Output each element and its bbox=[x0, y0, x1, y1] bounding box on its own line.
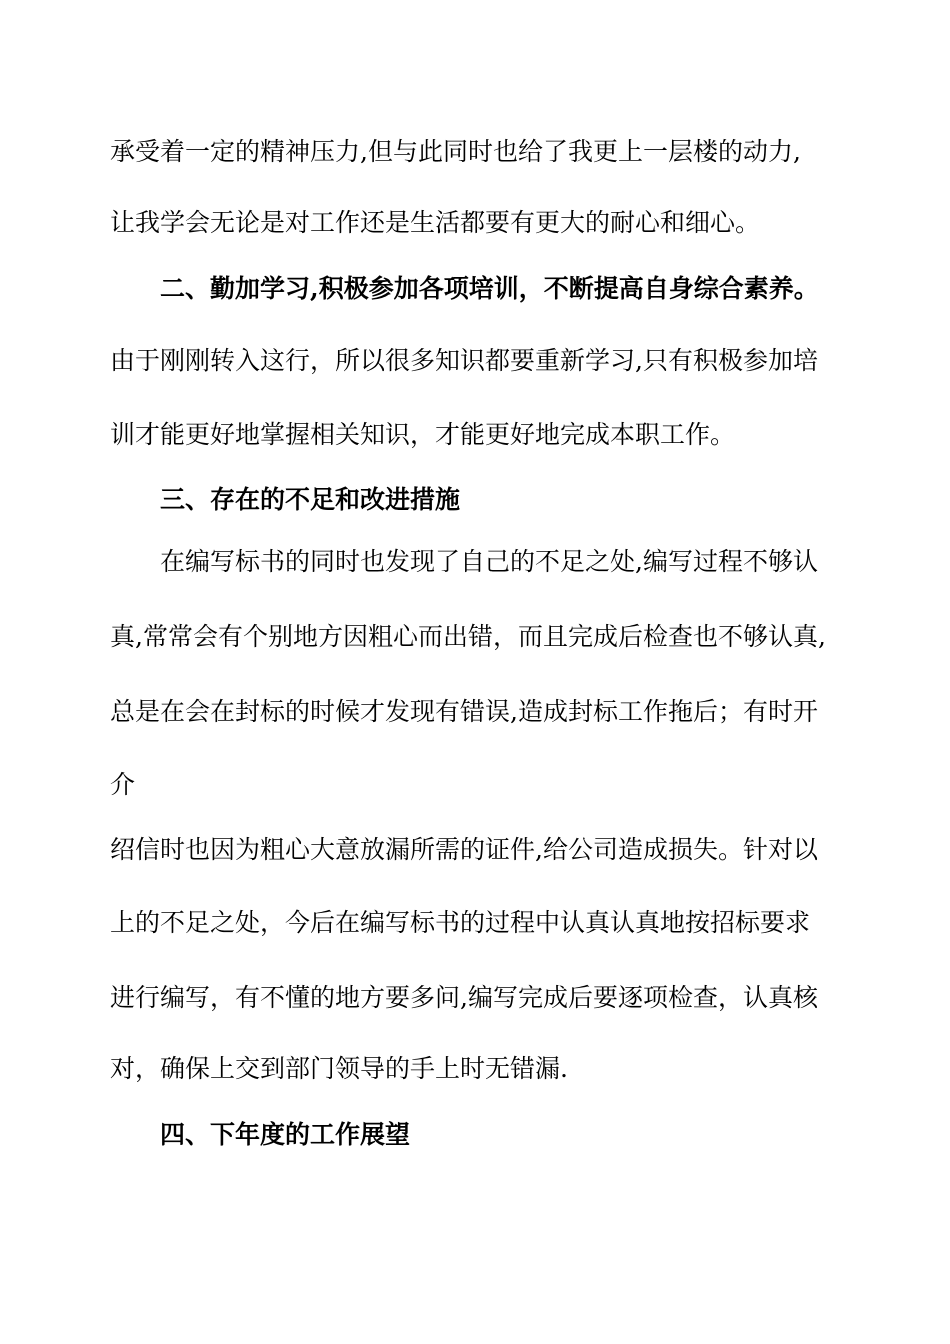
paragraph-line: 对，确保上交到部门领导的手上时无错漏. bbox=[110, 1054, 568, 1083]
paragraph-line: 由于刚刚转入这行，所以很多知识都要重新学习,只有积极参加培 bbox=[110, 346, 818, 375]
paragraph-line: 进行编写，有不懂的地方要多问,编写完成后要逐项检查，认真核 bbox=[110, 983, 818, 1012]
paragraph-line: 总是在会在封标的时候才发现有错误,造成封标工作拖后；有时开 bbox=[110, 697, 818, 726]
paragraph-line: 在编写标书的同时也发现了自己的不足之处,编写过程不够认 bbox=[160, 547, 818, 576]
paragraph-line: 绍信时也因为粗心大意放漏所需的证件,给公司造成损失。针对以 bbox=[110, 835, 818, 864]
section-heading-4: 四、下年度的工作展望 bbox=[160, 1120, 411, 1149]
paragraph-line: 真,常常会有个别地方因粗心而出错，而且完成后检查也不够认真, bbox=[110, 622, 826, 651]
section-heading-2: 二、勤加学习,积极参加各项培训，不断提高自身综合素养。 bbox=[160, 274, 819, 303]
paragraph-line: 让我学会无论是对工作还是生活都要有更大的耐心和细心。 bbox=[110, 208, 761, 237]
paragraph-line: 承受着一定的精神压力,但与此同时也给了我更上一层楼的动力, bbox=[110, 137, 801, 166]
paragraph-line: 训才能更好地掌握相关知识，才能更好地完成本职工作。 bbox=[110, 420, 736, 449]
paragraph-line: 介 bbox=[110, 770, 136, 799]
section-heading-3: 三、存在的不足和改进措施 bbox=[160, 485, 461, 514]
paragraph-line: 上的不足之处，今后在编写标书的过程中认真认真地按招标要求 bbox=[110, 908, 811, 937]
